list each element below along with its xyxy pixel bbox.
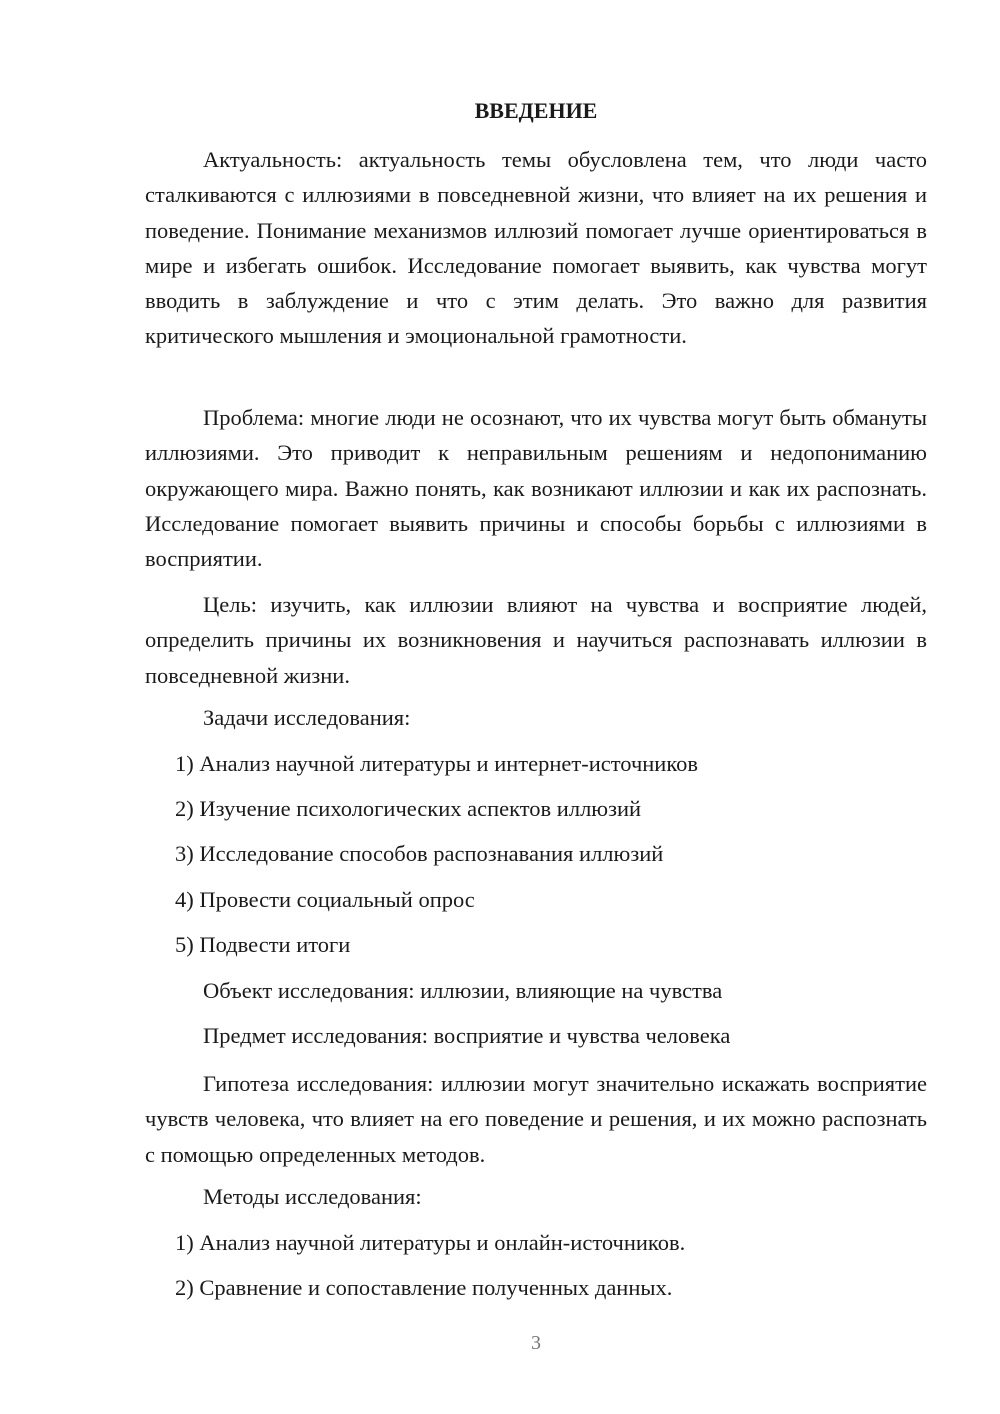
relevance-paragraph: Актуальность: актуальность темы обусловлена тем, что люди часто сталкиваются с иллюзиями в повседневной жизни, что влияет на их решения и поведение. Понимание механизмов иллюзий помогает лучше ориентироваться в мире и избегать ошибок. Исследование помогает выявить, как чувства могут вводить в заблуждение и что с этим делать. Это важно для развития критического мышления и эмоциональной грамотности. bbox=[145, 147, 927, 349]
task-item-2: 2) Изучение психологических аспектов иллюзий bbox=[175, 796, 642, 821]
research-object: Объект исследования: иллюзии, влияющие на чувства bbox=[203, 978, 723, 1003]
tasks-heading: Задачи исследования: bbox=[203, 705, 411, 730]
problem-paragraph: Проблема: многие люди не осознают, что их чувства могут быть обмануты иллюзиями. Это приводит к неправильным решениям и недопониманию окружающего мира. Важно понять, как возникают иллюзии и как их распознать. Исследование помогает выявить причины и способы борьбы с иллюзиями в восприятии. bbox=[145, 405, 927, 572]
hypothesis-paragraph: Гипотеза исследования: иллюзии могут значительно искажать восприятие чувств человека, что влияет на его поведение и решения, и их можно распознать с помощью определенных методов. bbox=[145, 1071, 927, 1167]
method-item-2: 2) Сравнение и сопоставление полученных данных. bbox=[175, 1275, 673, 1300]
method-item-1: 1) Анализ научной литературы и онлайн-источников. bbox=[175, 1230, 686, 1255]
page-title: ВВЕДЕНИЕ bbox=[474, 98, 598, 123]
task-item-3: 3) Исследование способов распознавания иллюзий bbox=[175, 841, 664, 866]
task-item-1: 1) Анализ научной литературы и интернет-источников bbox=[175, 751, 699, 776]
goal-paragraph: Цель: изучить, как иллюзии влияют на чувства и восприятие людей, определить причины их возникновения и научиться распознавать иллюзии в повседневной жизни. bbox=[145, 592, 927, 688]
methods-heading: Методы исследования: bbox=[203, 1184, 422, 1209]
task-item-4: 4) Провести социальный опрос bbox=[175, 887, 475, 912]
task-item-5: 5) Подвести итоги bbox=[175, 932, 351, 957]
page-number: 3 bbox=[531, 1332, 541, 1354]
research-subject: Предмет исследования: восприятие и чувства человека bbox=[203, 1023, 731, 1048]
